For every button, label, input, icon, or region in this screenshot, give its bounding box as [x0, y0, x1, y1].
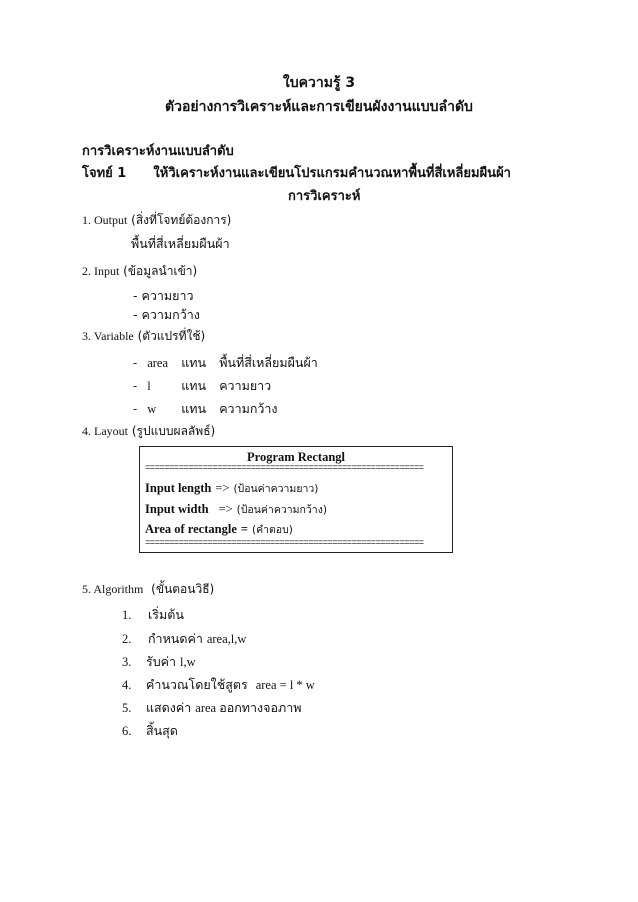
variable-meaning: ความกว้าง: [219, 401, 278, 416]
page-subtitle: ตัวอย่างการวิเคราะห์และการเขียนผังงานแบบลำดับ: [165, 99, 473, 115]
box-separator-top: ==========================================================: [145, 463, 424, 473]
algorithm-step: [122, 675, 315, 695]
output-label-thai: (สิ่งที่โจทย์ต้องการ): [131, 213, 232, 227]
algorithm-heading: [82, 580, 214, 599]
box-row-length: [145, 480, 318, 497]
step-number: 3.: [122, 655, 132, 669]
output-value: พื้นที่สี่เหลี่ยมผืนผ้า: [131, 236, 230, 251]
step-text: คำนวณโดยใช้สูตร: [145, 677, 248, 692]
algorithm-label: 5. Algorithm: [82, 582, 144, 596]
problem-text: ให้วิเคราะห์งานและเขียนโปรแกรมคำนวณหาพื้นที่สี่เหลี่ยมผืนผ้า: [153, 166, 511, 181]
step-code: l,w: [180, 655, 196, 669]
algorithm-step: [122, 698, 301, 718]
step-text: สิ้นสุด: [145, 723, 178, 738]
output-label: 1. Output: [82, 213, 128, 227]
step-number: 6.: [122, 724, 132, 738]
variable-sep: แทน: [181, 355, 207, 370]
box-row-key: Input length: [145, 481, 212, 495]
step-number: 4.: [122, 678, 132, 692]
layout-heading: [82, 422, 215, 441]
input-item: - ความยาว: [133, 288, 194, 303]
variable-row: [133, 399, 278, 419]
box-row-key: Input width: [145, 502, 209, 516]
variable-sep: แทน: [181, 401, 207, 416]
step-text: รับค่า: [145, 654, 177, 669]
variable-heading: [82, 327, 205, 346]
output-heading: [82, 211, 231, 230]
box-row-key: Area of rectangle: [145, 522, 237, 536]
box-title: Program Rectangl: [246, 450, 345, 464]
step-number: 2.: [122, 632, 132, 646]
box-row-note: (คำตอบ): [251, 524, 293, 536]
step-number: 1.: [122, 608, 132, 622]
step-text: เริ่มต้น: [147, 607, 184, 622]
page-title: ใบความรู้ 3: [282, 75, 356, 91]
box-row-arrow: =: [240, 522, 248, 536]
variable-meaning: ความยาว: [219, 378, 272, 393]
variable-name: w: [147, 402, 157, 416]
box-row-width: [145, 501, 327, 518]
input-item: - ความกว้าง: [133, 307, 200, 322]
problem-label: โจทย์ 1: [82, 166, 127, 181]
algorithm-step: [122, 652, 196, 672]
box-row-arrow: =>: [218, 502, 233, 516]
problem-statement: [82, 162, 511, 183]
variable-label: 3. Variable: [82, 329, 134, 343]
variable-sep: แทน: [181, 378, 207, 393]
variable-dash: -: [133, 355, 138, 370]
variable-name: area: [147, 356, 169, 370]
step-text: แสดงค่า: [145, 700, 192, 715]
variable-label-thai: (ตัวแปรที่ใช้): [137, 329, 206, 343]
layout-label: 4. Layout: [82, 424, 128, 438]
box-row-arrow: =>: [215, 481, 230, 495]
variable-dash: -: [133, 401, 138, 416]
step-number: 5.: [122, 701, 132, 715]
step-text: กำหนดค่า: [147, 631, 203, 646]
variable-meaning: พื้นที่สี่เหลี่ยมผืนผ้า: [219, 355, 318, 370]
variable-row: [133, 376, 271, 396]
algorithm-step: [122, 629, 246, 649]
variable-dash: -: [133, 378, 138, 393]
algorithm-step: [122, 605, 184, 625]
input-heading: [82, 262, 197, 281]
layout-box: [139, 446, 453, 553]
analysis-heading: การวิเคราะห์: [288, 189, 361, 204]
box-separator-bottom: ==========================================================: [145, 538, 424, 548]
algorithm-step: [122, 721, 178, 741]
input-label: 2. Input: [82, 264, 120, 278]
algorithm-label-thai: (ขั้นตอนวิธี): [151, 582, 215, 596]
step-code: area,l,w: [206, 632, 247, 646]
input-label-thai: (ข้อมูลนำเข้า): [123, 264, 198, 278]
variable-name: l: [147, 379, 151, 393]
layout-label-thai: (รูปแบบผลลัพธ์): [131, 424, 216, 438]
step-code: area = l * w: [255, 678, 315, 692]
step-code: area ออกทางจอภาพ: [195, 701, 302, 715]
box-row-note: (ป้อนค่าความกว้าง): [236, 504, 327, 516]
box-row-note: (ป้อนค่าความยาว): [233, 483, 319, 495]
section-heading: การวิเคราะห์งานแบบลำดับ: [82, 144, 234, 159]
variable-row: [133, 353, 318, 373]
box-row-area: [145, 521, 293, 538]
